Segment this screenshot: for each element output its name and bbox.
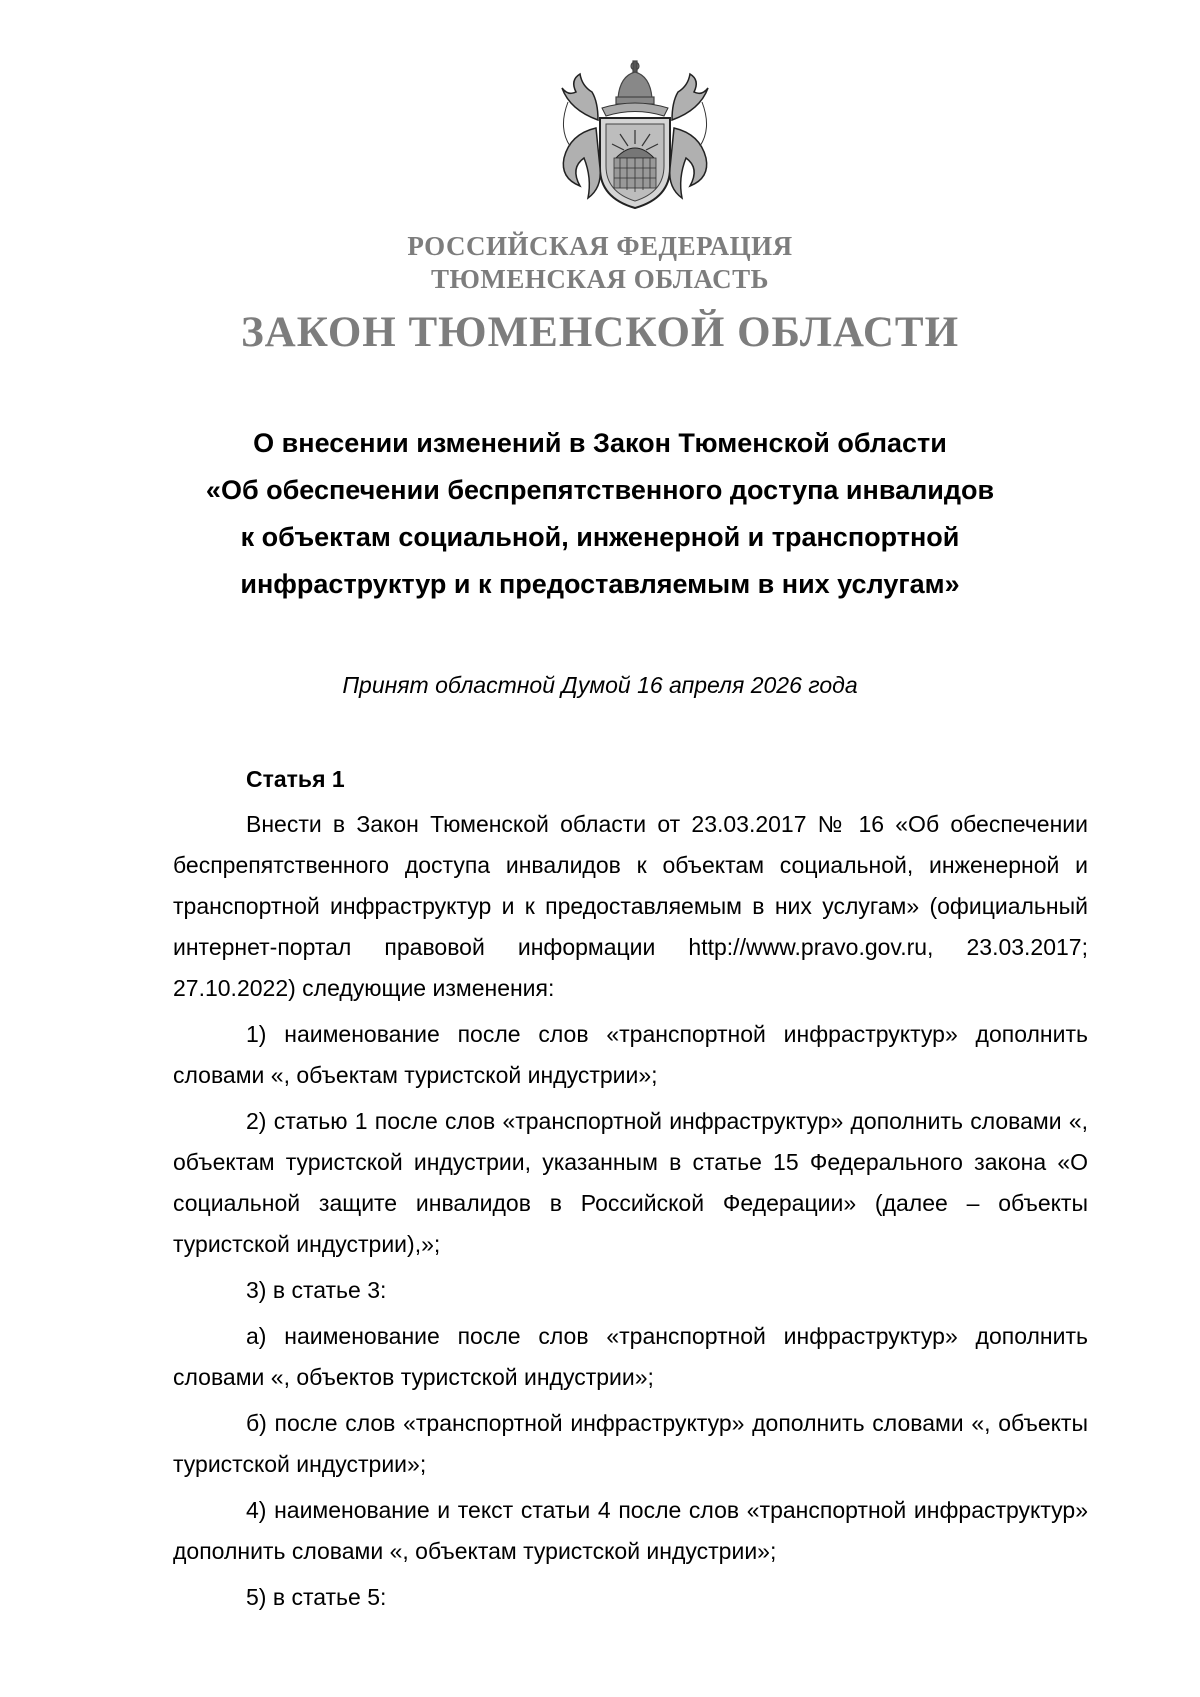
article-paragraph: Внести в Закон Тюменской области от 23.03.2017 № 16 «Об обеспечении беспрепятственного доступа инвалидов к объектам социальной, инженерной и транспортной инфраструктур и к предоставляемым в них услугам» (официальный интернет-портал правовой информации http://www.pravo.gov.ru, 23.03.2017; 27.10.2022) следующие изменения:: [173, 811, 1088, 1001]
law-title-line: «Об обеспечении беспрепятственного доступа инвалидов: [205, 475, 995, 505]
article-paragraph: а) наименование после слов «транспортной инфраструктур» дополнить словами «, объектов туристской индустрии»;: [173, 1323, 1088, 1390]
adoption-note: Принят областной Думой 16 апреля 2026 года: [342, 672, 858, 698]
coat-of-arms-icon: [540, 58, 730, 214]
article-paragraph: 3) в статье 3:: [246, 1277, 387, 1303]
article-paragraph: 2) статью 1 после слов «транспортной инфраструктур» дополнить словами «, объектам туристской индустрии, указанным в статье 15 Федерального закона «О социальной защите инвалидов в Российской Федерации» (далее – объекты туристской индустрии),»;: [173, 1108, 1088, 1257]
article-heading: Статья 1: [246, 766, 345, 792]
law-title-line: инфраструктур и к предоставляемым в них услугам»: [240, 569, 960, 599]
document-type-heading: ЗАКОН ТЮМЕНСКОЙ ОБЛАСТИ: [240, 309, 960, 356]
law-title-line: О внесении изменений в Закон Тюменской области: [253, 428, 947, 458]
country-name: РОССИЙСКАЯ ФЕДЕРАЦИЯ: [407, 231, 793, 261]
law-title: [160, 420, 1040, 608]
article-paragraph: 4) наименование и текст статьи 4 после слов «транспортной инфраструктур» дополнить словами «, объектам туристской индустрии»;: [173, 1497, 1088, 1564]
article-body: [173, 804, 1088, 1623]
article-paragraph: 5) в статье 5:: [246, 1584, 387, 1610]
law-title-line: к объектам социальной, инженерной и транспортной: [240, 522, 960, 552]
article-paragraph: 1) наименование после слов «транспортной инфраструктур» дополнить словами «, объектам туристской индустрии»;: [173, 1021, 1088, 1088]
region-name: ТЮМЕНСКАЯ ОБЛАСТЬ: [430, 264, 770, 294]
article-paragraph: б) после слов «транспортной инфраструктур» дополнить словами «, объекты туристской индустрии»;: [173, 1410, 1088, 1477]
